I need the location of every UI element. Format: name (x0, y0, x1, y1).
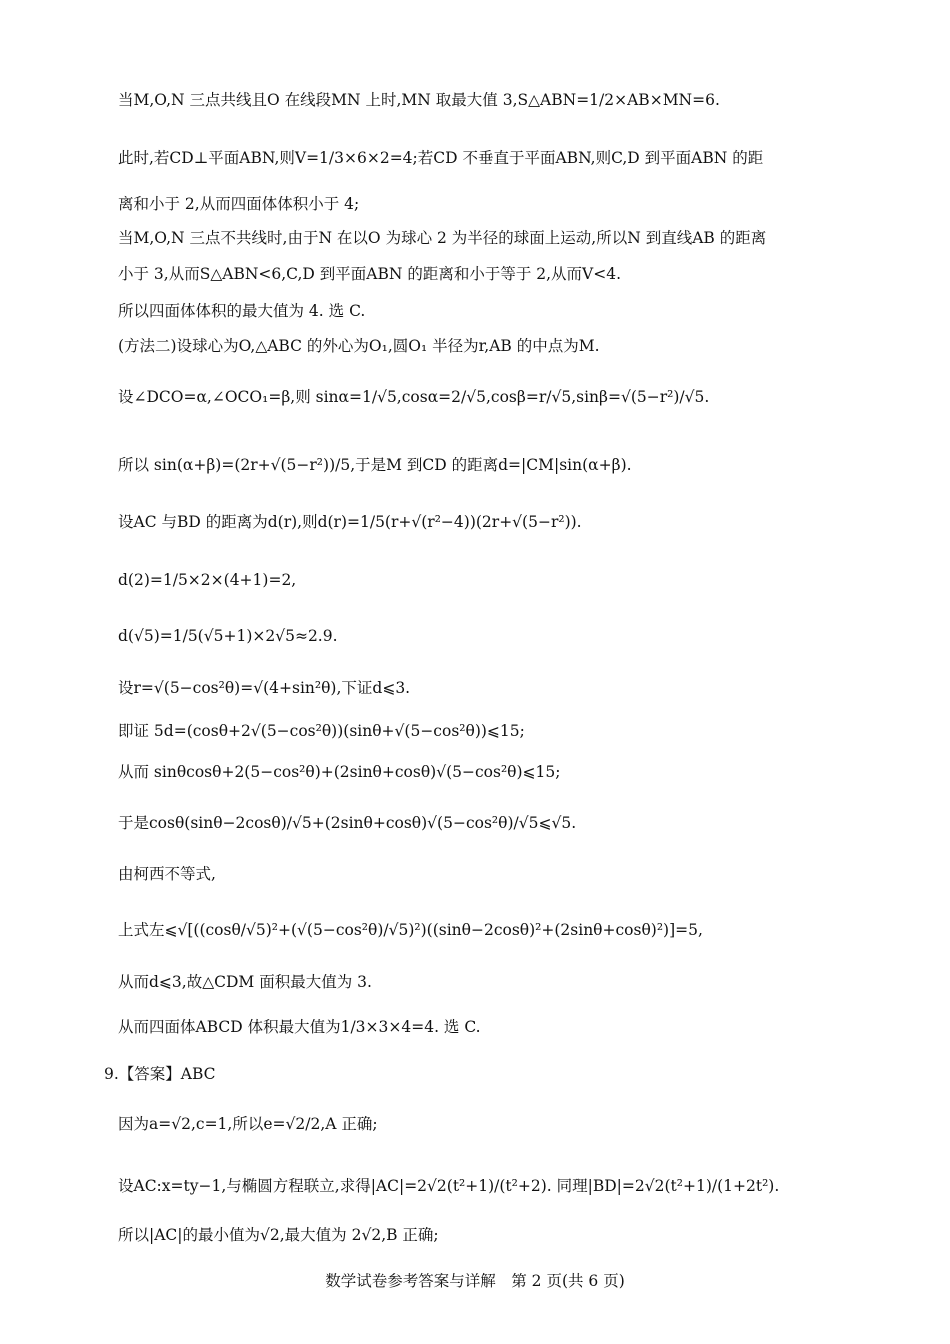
question-heading: 9.【答案】ABC (104, 1065, 216, 1083)
solution-line: 所以 sin(α+β)=(2r+√(5−r²))/5,于是M 到CD 的距离d=|CM|sin(α+β). (118, 456, 632, 474)
solution-line: 从而四面体ABCD 体积最大值为1/3×3×4=4. 选 C. (118, 1018, 481, 1036)
solution-line: 设∠DCO=α,∠OCO₁=β,则 sinα=1/√5,cosα=2/√5,cosβ=r/√5,sinβ=√(5−r²)/√5. (118, 388, 710, 406)
page-footer: 数学试卷参考答案与详解 第 2 页(共 6 页) (325, 1272, 625, 1290)
solution-line: 设AC 与BD 的距离为d(r),则d(r)=1/5(r+√(r²−4))(2r+√(5−r²)). (118, 513, 582, 531)
solution-line: 设r=√(5−cos²θ)=√(4+sin²θ),下证d⩽3. (118, 679, 411, 697)
solution-line: 所以四面体体积的最大值为 4. 选 C. (118, 302, 366, 320)
solution-line: 当M,O,N 三点共线且O 在线段MN 上时,MN 取最大值 3,S△ABN=1/2×AB×MN=6. (118, 91, 720, 109)
solution-line: 小于 3,从而S△ABN<6,C,D 到平面ABN 的距离和小于等于 2,从而V<4. (118, 265, 622, 283)
solution-line: 从而d⩽3,故△CDM 面积最大值为 3. (118, 973, 372, 991)
solution-line: 于是cosθ(sinθ−2cosθ)/√5+(2sinθ+cosθ)√(5−cos²θ)/√5⩽√5. (118, 814, 577, 832)
solution-line: 设AC:x=ty−1,与椭圆方程联立,求得|AC|=2√2(t²+1)/(t²+2). 同理|BD|=2√2(t²+1)/(1+2t²). (118, 1177, 780, 1195)
solution-line: 离和小于 2,从而四面体体积小于 4; (118, 195, 360, 213)
solution-line: 上式左⩽√[((cosθ/√5)²+(√(5−cos²θ)/√5)²)((sinθ−2cosθ)²+(2sinθ+cosθ)²)]=5, (118, 921, 703, 939)
solution-line: d(2)=1/5×2×(4+1)=2, (118, 571, 297, 589)
solution-line: 从而 sinθcosθ+2(5−cos²θ)+(2sinθ+cosθ)√(5−cos²θ)⩽15; (118, 763, 561, 781)
solution-line: 因为a=√2,c=1,所以e=√2/2,A 正确; (118, 1115, 378, 1133)
solution-line: (方法二)设球心为O,△ABC 的外心为O₁,圆O₁ 半径为r,AB 的中点为M. (118, 337, 600, 355)
solution-line: 此时,若CD⊥平面ABN,则V=1/3×6×2=4;若CD 不垂直于平面ABN,则C,D 到平面ABN 的距 (118, 149, 764, 167)
solution-line: 当M,O,N 三点不共线时,由于N 在以O 为球心 2 为半径的球面上运动,所以N 到直线AB 的距离 (118, 229, 767, 247)
solution-line: 所以|AC|的最小值为√2,最大值为 2√2,B 正确; (118, 1226, 439, 1244)
solution-line: 即证 5d=(cosθ+2√(5−cos²θ))(sinθ+√(5−cos²θ))⩽15; (118, 722, 525, 740)
solution-line: d(√5)=1/5(√5+1)×2√5≈2.9. (118, 627, 338, 645)
solution-line: 由柯西不等式, (118, 865, 216, 883)
